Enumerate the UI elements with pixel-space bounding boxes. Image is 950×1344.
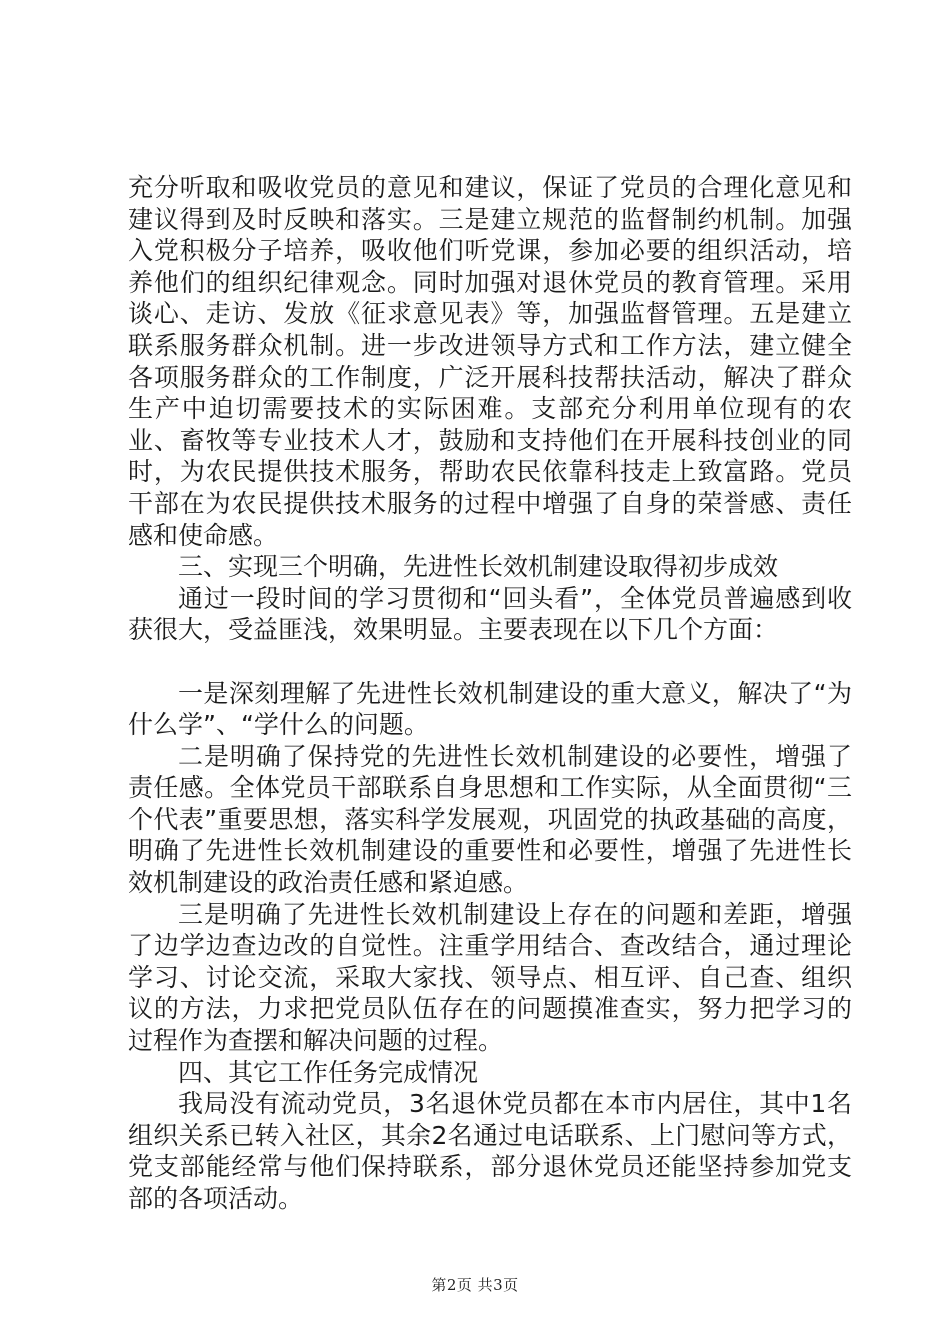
paragraph-continuation: 充分听取和吸收党员的意见和建议，保证了党员的合理化意见和建议得到及时反映和落实。三是建立规范的监督制约机制。加强入党积极分子培养，吸收他们听党课，参加必要的组织活动，培养他们的组织纪律观念。同时加强对退休党员的教育管理。采用谈心、走访、发放《征求意见表》等，加强监督管理。五是建立联系服务群众机制。进一步改进领导方式和工作方法，建立健全各项服务群众的工作制度，广泛开展科技帮扶活动，解决了群众生产中迫切需要技术的实际困难。支部充分利用单位现有的农业、畜牧等专业技术人才，鼓励和支持他们在开展科技创业的同时，为农民提供技术服务，帮助农民依靠科技走上致富路。党员干部在为农民提供技术服务的过程中增强了自身的荣誉感、责任感和使命感。	[128, 173, 852, 550]
paragraph-summary: 通过一段时间的学习贯彻和“回头看”，全体党员普遍感到收获很大，受益匪浅，效果明显。主要表现在以下几个方面：	[128, 583, 852, 645]
paragraph-retired-members: 我局没有流动党员，3名退休党员都在本市内居住，其中1名组织关系已转入社区，其余2名通过电话联系、上门慰问等方式，党支部能经常与他们保持联系，部分退休党员还能坚持参加党支部的各项活动。	[128, 1089, 852, 1213]
section-heading-four: 四、其它工作任务完成情况	[178, 1057, 479, 1087]
paragraph-point-three: 三是明确了先进性长效机制建设上存在的问题和差距，增强了边学边查边改的自觉性。注重学用结合、查改结合，通过理论学习、讨论交流，采取大家找、领导点、相互评、自己查、组织议的方法，力求把党员队伍存在的问题摸准查实，努力把学习的过程作为查摆和解决问题的过程。	[128, 899, 852, 1056]
page-number-footer: 第2页 共3页	[431, 1276, 519, 1294]
document-body	[128, 172, 852, 1215]
section-heading-three: 三、实现三个明确，先进性长效机制建设取得初步成效	[178, 552, 779, 582]
paragraph-point-one: 一是深刻理解了先进性长效机制建设的重大意义，解决了“为什么学”、“学什么的问题。	[128, 678, 852, 740]
paragraph-point-two: 二是明确了保持党的先进性长效机制建设的必要性，增强了责任感。全体党员干部联系自身思想和工作实际，从全面贯彻“三个代表”重要思想，落实科学发展观，巩固党的执政基础的高度，明确了先进性长效机制建设的重要性和必要性，增强了先进性长效机制建设的政治责任感和紧迫感。	[128, 741, 852, 898]
